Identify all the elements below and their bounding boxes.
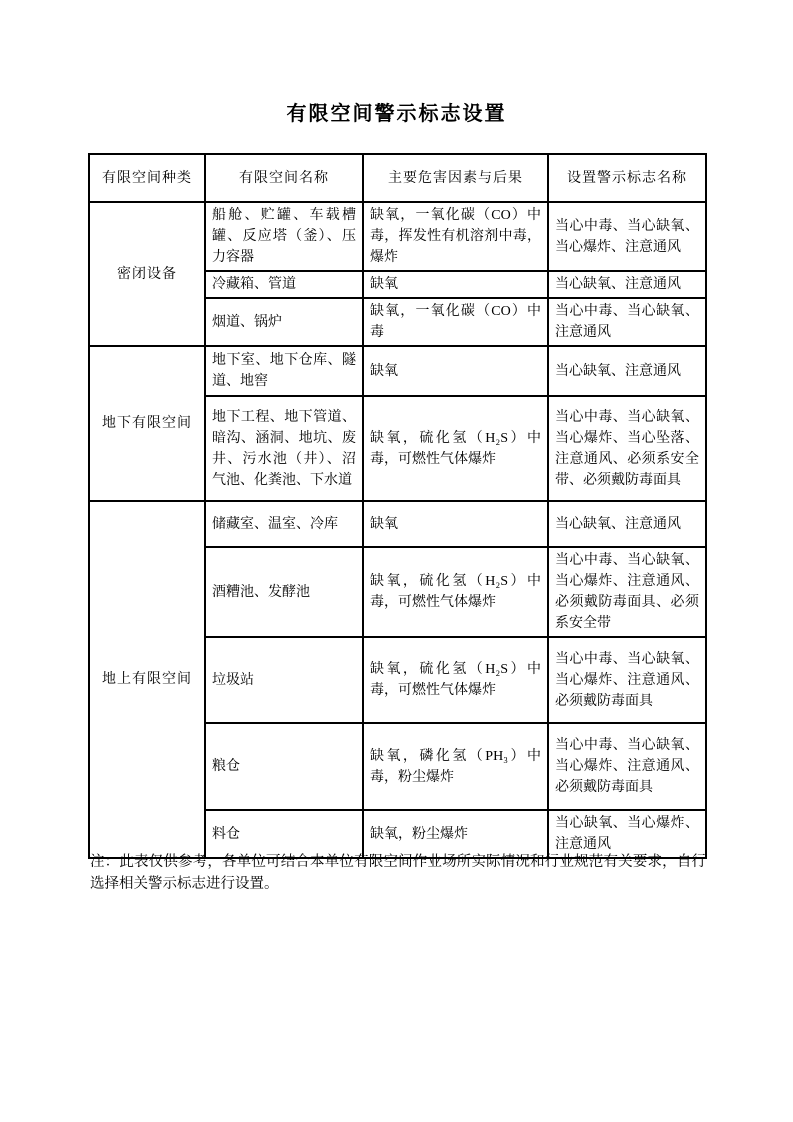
col-header-signs: 设置警示标志名称 xyxy=(548,154,706,202)
col-header-space-type: 有限空间种类 xyxy=(89,154,205,202)
space-name-cell: 烟道、锅炉 xyxy=(205,298,363,346)
header-row xyxy=(89,154,706,202)
signs-cell: 当心缺氧、注意通风 xyxy=(548,271,706,298)
table-row xyxy=(89,202,706,271)
space-name-cell: 储藏室、温室、冷库 xyxy=(205,501,363,547)
space-name-cell: 船舱、贮罐、车载槽罐、反应塔（釜）、压力容器 xyxy=(205,202,363,271)
signs-cell: 当心缺氧、注意通风 xyxy=(548,501,706,547)
col-header-space-name: 有限空间名称 xyxy=(205,154,363,202)
category-cell-closed-equipment: 密闭设备 xyxy=(89,202,205,346)
hazard-cell: 缺氧 xyxy=(363,346,548,396)
space-name-cell: 料仓 xyxy=(205,810,363,858)
signs-cell: 当心中毒、当心缺氧、当心爆炸、注意通风、必须戴防毒面具 xyxy=(548,723,706,810)
hazard-cell: 缺氧，硫化氢（H₂S）中毒，可燃性气体爆炸 xyxy=(363,547,548,637)
space-name-cell: 冷藏箱、管道 xyxy=(205,271,363,298)
space-name-cell: 粮仓 xyxy=(205,723,363,810)
space-name-cell: 酒糟池、发酵池 xyxy=(205,547,363,637)
warning-signs-table xyxy=(88,153,707,859)
hazard-cell: 缺氧，一氧化碳（CO）中毒，挥发性有机溶剂中毒，爆炸 xyxy=(363,202,548,271)
space-name-cell: 垃圾站 xyxy=(205,637,363,723)
table-row xyxy=(89,501,706,547)
signs-cell: 当心中毒、当心缺氧、注意通风 xyxy=(548,298,706,346)
hazard-cell: 缺氧，一氧化碳（CO）中毒 xyxy=(363,298,548,346)
signs-cell: 当心缺氧、当心爆炸、注意通风 xyxy=(548,810,706,858)
space-name-cell: 地下工程、地下管道、暗沟、涵洞、地坑、废井、污水池（井）、沼气池、化粪池、下水道 xyxy=(205,396,363,501)
page-title: 有限空间警示标志设置 xyxy=(286,103,507,125)
space-name-cell: 地下室、地下仓库、隧道、地窖 xyxy=(205,346,363,396)
hazard-cell: 缺氧 xyxy=(363,501,548,547)
signs-cell: 当心中毒、当心缺氧、当心爆炸、注意通风、必须戴防毒面具、必须系安全带 xyxy=(548,547,706,637)
hazard-cell: 缺氧，磷化氢（PH₃）中毒，粉尘爆炸 xyxy=(363,723,548,810)
hazard-cell: 缺氧，粉尘爆炸 xyxy=(363,810,548,858)
signs-cell: 当心中毒、当心缺氧、当心爆炸、当心坠落、注意通风、必须系安全带、必须戴防毒面具 xyxy=(548,396,706,501)
footnote: 注：此表仅供参考，各单位可结合本单位有限空间作业场所实际情况和行业规范有关要求，自行选择相关警示标志进行设置。 xyxy=(90,854,706,892)
category-cell-aboveground-space: 地上有限空间 xyxy=(89,501,205,858)
table-row xyxy=(89,346,706,396)
signs-cell: 当心中毒、当心缺氧、当心爆炸、注意通风 xyxy=(548,202,706,271)
hazard-cell: 缺氧，硫化氢（H₂S）中毒，可燃性气体爆炸 xyxy=(363,637,548,723)
signs-cell: 当心缺氧、注意通风 xyxy=(548,346,706,396)
hazard-cell: 缺氧，硫化氢（H₂S）中毒，可燃性气体爆炸 xyxy=(363,396,548,501)
col-header-hazards: 主要危害因素与后果 xyxy=(363,154,548,202)
hazard-cell: 缺氧 xyxy=(363,271,548,298)
category-cell-underground-space: 地下有限空间 xyxy=(89,346,205,501)
signs-cell: 当心中毒、当心缺氧、当心爆炸、注意通风、必须戴防毒面具 xyxy=(548,637,706,723)
